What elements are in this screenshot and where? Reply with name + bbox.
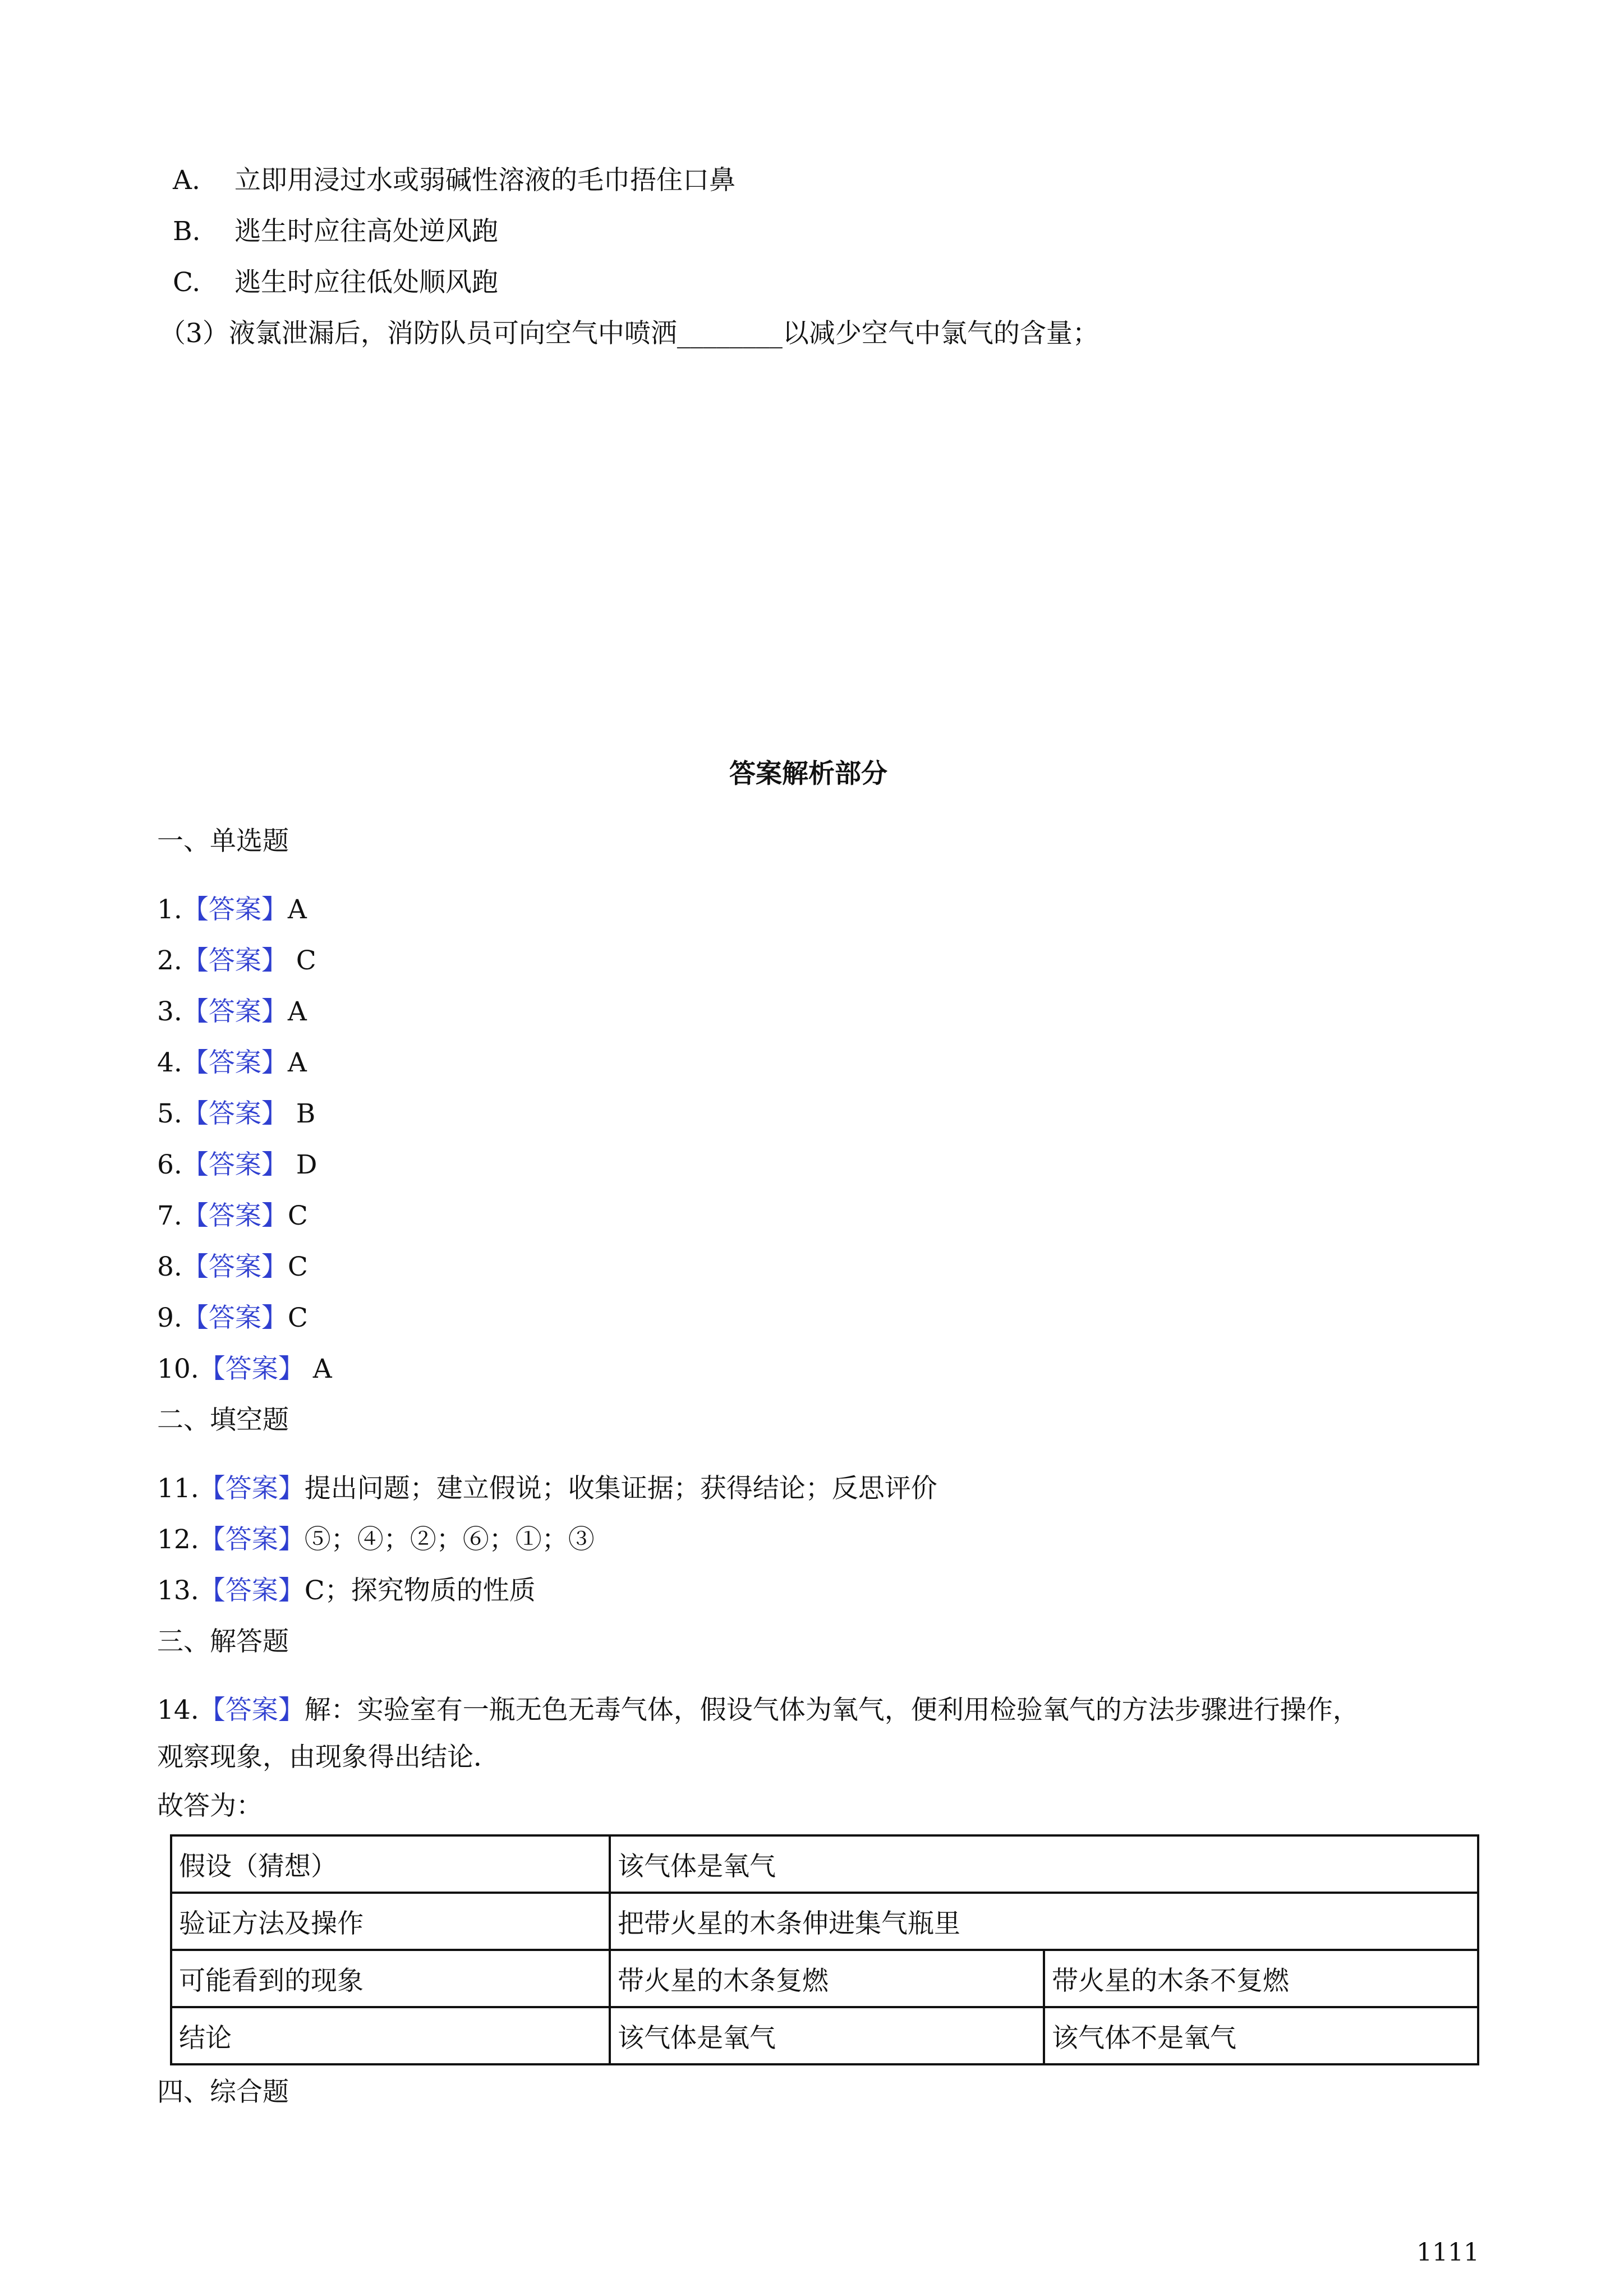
question-3 (159, 317, 1099, 351)
answer-tag: 【答案】 (182, 1200, 288, 1231)
option-letter: B. (173, 216, 201, 247)
answer-13 (157, 1574, 536, 1608)
answer-14 (157, 1694, 1359, 1727)
option-b (173, 215, 498, 249)
answer-4 (157, 1046, 307, 1080)
answer-tag: 【答案】 (199, 1524, 305, 1555)
answer-8 (157, 1250, 308, 1284)
answer-tag: 【答案】 (199, 1473, 305, 1504)
answer-value: A (287, 1047, 307, 1078)
answer-num: 2. (157, 945, 182, 976)
answer-value: ⑤；④；②；⑥；①；③ (304, 1524, 595, 1555)
answer-num: 4. (157, 1047, 182, 1078)
answer-num: 11. (157, 1473, 199, 1504)
answer-num: 5. (157, 1098, 182, 1129)
answer-value: A (287, 996, 307, 1027)
table-cell-label: 结论 (171, 2007, 610, 2064)
answer-tag: 【答案】 (199, 1695, 305, 1726)
answer-value: A (287, 894, 307, 925)
table-cell: 该气体是氧气 (610, 2007, 1044, 2064)
section-comprehensive: 四、综合题 (157, 2077, 289, 2108)
q3-prefix: （3）液氯泄漏后，消防队员可向空气中喷洒 (159, 318, 677, 349)
answer-tag: 【答案】 (182, 894, 288, 925)
option-a (173, 164, 735, 197)
table-cell: 该气体是氧气 (610, 1835, 1478, 1893)
answer-tag: 【答案】 (182, 1303, 288, 1333)
answer-tag: 【答案】 (182, 1047, 288, 1078)
answer-tag: 【答案】 (182, 1251, 288, 1282)
answer-value: C (287, 1251, 308, 1282)
page-number: 1111 (1416, 2238, 1479, 2267)
table-row (171, 1950, 1478, 2007)
answer-num: 13. (157, 1575, 199, 1606)
q3-blank: ________ (677, 318, 783, 349)
answer-num: 14. (157, 1695, 199, 1726)
q14-line2: 观察现象，由现象得出结论． (157, 1742, 500, 1773)
table-cell: 带火星的木条复燃 (610, 1950, 1044, 2007)
option-c (173, 266, 498, 300)
answer-9 (157, 1301, 308, 1335)
answer-tag: 【答案】 (182, 1149, 288, 1180)
table-cell: 带火星的木条不复燃 (1044, 1950, 1478, 2007)
answer-6 (157, 1148, 317, 1182)
answer-num: 8. (157, 1251, 182, 1282)
answer-11 (157, 1472, 937, 1506)
answer-value: C (287, 1200, 308, 1231)
answer-10 (157, 1352, 332, 1386)
option-text: 立即用浸过水或弱碱性溶液的毛巾捂住口鼻 (234, 165, 735, 196)
answer-num: 3. (157, 996, 182, 1027)
answer-tag: 【答案】 (199, 1354, 305, 1384)
option-letter: C. (173, 267, 201, 298)
answer-tag: 【答案】 (182, 1098, 288, 1129)
section-single: 一、单选题 (157, 826, 289, 857)
answer-2 (157, 944, 316, 978)
answer-5 (157, 1097, 315, 1131)
section-fill: 二、填空题 (157, 1405, 289, 1435)
answer-value: B (287, 1098, 316, 1129)
table-cell: 该气体不是氧气 (1044, 2007, 1478, 2064)
table-cell: 把带火星的木条伸进集气瓶里 (610, 1893, 1478, 1950)
q3-suffix: 以减少空气中氯气的含量； (782, 318, 1099, 349)
answer-table (170, 1834, 1479, 2065)
answer-value: A (304, 1354, 332, 1384)
answer-num: 6. (157, 1149, 182, 1180)
section-solve: 三、解答题 (157, 1626, 289, 1657)
table-cell-label: 验证方法及操作 (171, 1893, 610, 1950)
answer-num: 10. (157, 1354, 199, 1384)
answer-num: 12. (157, 1524, 199, 1555)
answer-value: C (287, 945, 316, 976)
answer-7 (157, 1199, 308, 1233)
answer-tag: 【答案】 (182, 996, 288, 1027)
answer-tag: 【答案】 (199, 1575, 305, 1606)
answer-num: 7. (157, 1200, 182, 1231)
table-cell-label: 可能看到的现象 (171, 1950, 610, 2007)
table-row (171, 1893, 1478, 1950)
table-row (171, 2007, 1478, 2064)
answer-12 (157, 1523, 595, 1557)
answer-value: C (287, 1303, 308, 1333)
q14-line3: 故答为： (157, 1791, 263, 1821)
answer-value: 提出问题；建立假说；收集证据；获得结论；反思评价 (304, 1473, 937, 1504)
answer-title: 答案解析部分 (729, 758, 887, 789)
table-row (171, 1835, 1478, 1893)
option-text: 逃生时应往低处顺风跑 (234, 267, 498, 298)
table-cell-label: 假设（猜想） (171, 1835, 610, 1893)
answer-tag: 【答案】 (182, 945, 288, 976)
answer-value: D (287, 1149, 318, 1180)
answer-3 (157, 995, 307, 1029)
option-text: 逃生时应往高处逆风跑 (234, 216, 498, 247)
q14-line1: 解：实验室有一瓶无色无毒气体，假设气体为氧气，便利用检验氧气的方法步骤进行操作， (304, 1695, 1359, 1726)
answer-value: C；探究物质的性质 (304, 1575, 536, 1606)
answer-num: 1. (157, 894, 182, 925)
answer-1 (157, 893, 307, 927)
answer-num: 9. (157, 1303, 182, 1333)
option-letter: A. (173, 165, 200, 196)
